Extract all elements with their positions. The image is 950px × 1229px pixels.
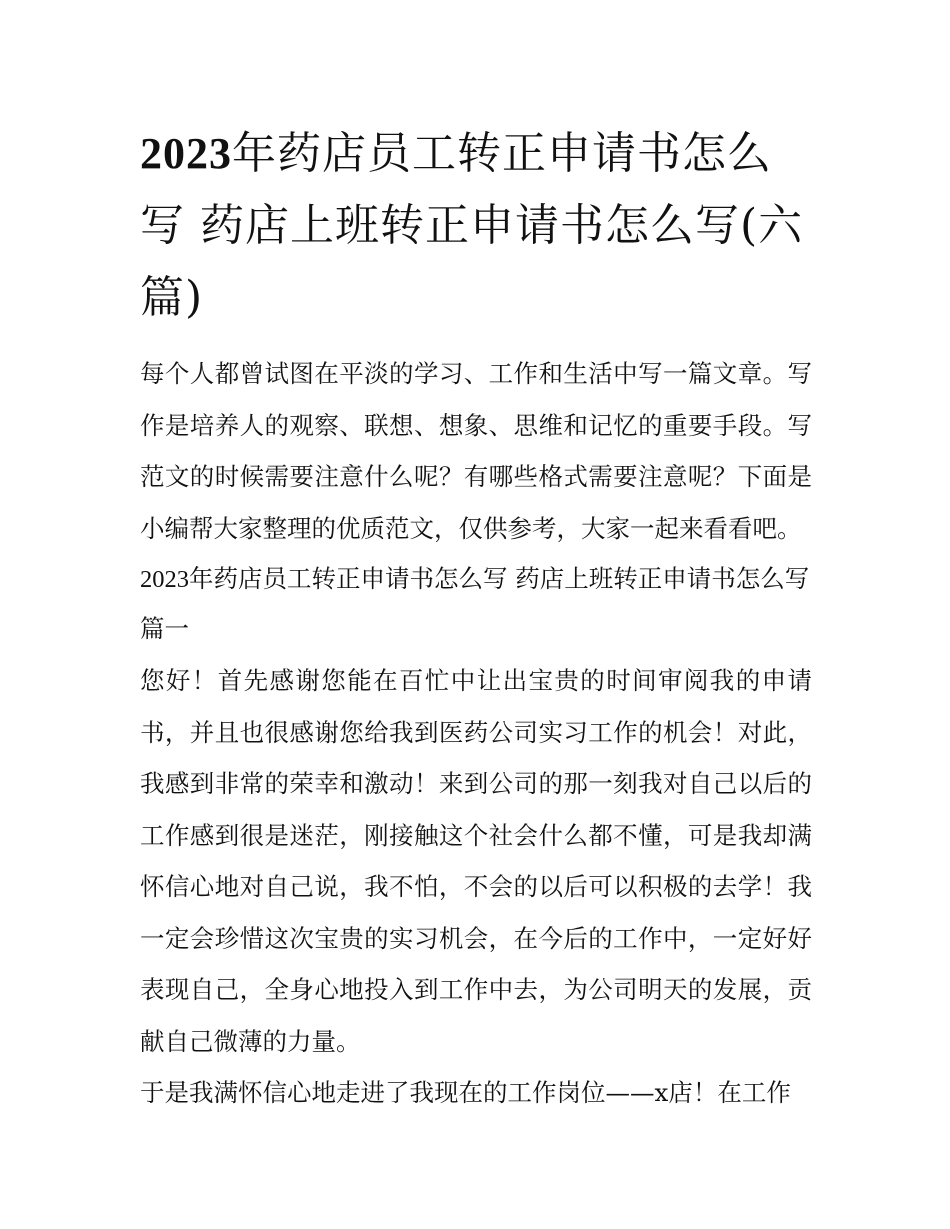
intro-paragraph: 每个人都曾试图在平淡的学习、工作和生活中写一篇文章。写作是培养人的观察、联想、想象、思维和记忆的重要手段。写范文的时候需要注意什么呢？有哪些格式需要注意呢？下面是小编帮大家整理的优质范文，仅供参考，大家一起来看看吧。 xyxy=(140,359,812,543)
title-year: 2023 xyxy=(140,129,232,178)
document-title xyxy=(140,118,812,334)
section-heading-year: 2023 xyxy=(140,566,189,593)
section-heading-text: 年药店员工转正申请书怎么写 药店上班转正申请书怎么写篇一 xyxy=(140,564,810,643)
document-body xyxy=(140,118,812,1119)
body-paragraph-1: 您好！首先感谢您能在百忙中让出宝贵的时间审阅我的申请书，并且也很感谢您给我到医药公司实习工作的机会！对此，我感到非常的荣幸和激动！来到公司的那一刻我对自己以后的工作感到很是迷茫，刚接触这个社会什么都不懂，可是我却满怀信心地对自己说，我不怕，不会的以后可以积极的去学！我一定会珍惜这次宝贵的实习机会，在今后的工作中，一定好好表现自己，全身心地投入到工作中去，为公司明天的发展，贡献自己微薄的力量。 xyxy=(140,666,812,1056)
section-heading xyxy=(140,554,812,653)
title-text: 年药店员工转正申请书怎么写 药店上班转正申请书怎么写(六篇) xyxy=(140,128,804,323)
body-paragraph-2: 于是我满怀信心地走进了我现在的工作岗位——x店！在工作 xyxy=(140,1078,791,1107)
